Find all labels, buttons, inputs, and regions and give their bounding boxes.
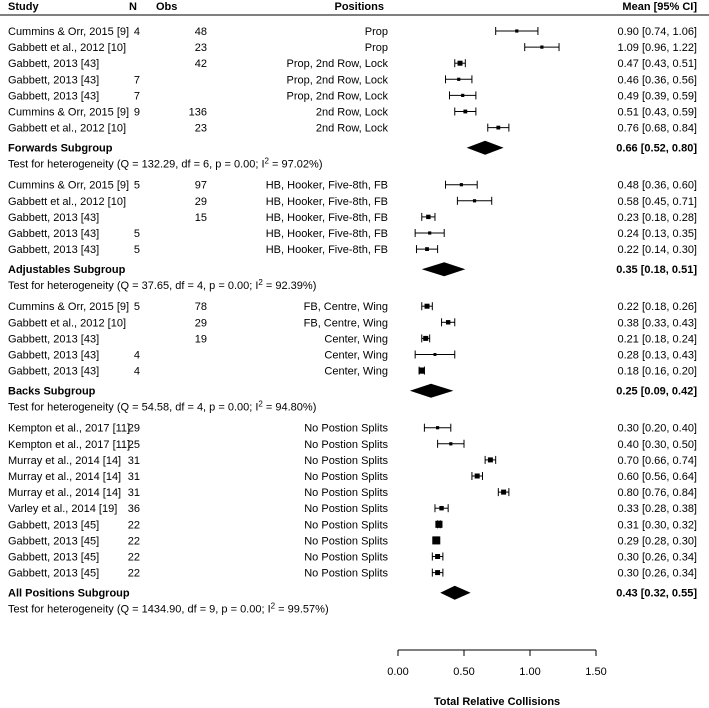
subgroup-mean-ci: 0.66 [0.52, 0.80] xyxy=(616,142,697,155)
n-value: 5 xyxy=(133,301,140,314)
study-label: Kempton et al., 2017 [11] xyxy=(8,422,131,435)
subgroup-label: Backs Subgroup xyxy=(8,385,96,398)
positions-label: FB, Centre, Wing xyxy=(303,301,388,314)
study-label: Cummins & Orr, 2015 [9] xyxy=(8,179,130,192)
point-estimate xyxy=(496,126,500,130)
subgroup-mean-ci: 0.43 [0.32, 0.55] xyxy=(616,587,697,600)
x-tick-label: 1.50 xyxy=(585,666,607,678)
n-value: 9 xyxy=(133,106,140,119)
heterogeneity-main: Test for heterogeneity (Q = 54.58, df = 4, p = 0.00; I xyxy=(8,401,259,414)
obs-value: 15 xyxy=(194,211,207,224)
heterogeneity-tail: = 94.80%) xyxy=(262,401,317,414)
point-estimate xyxy=(436,426,439,429)
mean-ci-label: 0.22 [0.18, 0.26] xyxy=(617,301,697,314)
x-tick-label: 1.00 xyxy=(519,666,541,678)
heterogeneity-tail: = 99.57%) xyxy=(275,603,329,616)
positions-label: HB, Hooker, Five-8th, FB xyxy=(265,179,388,192)
forest-rows xyxy=(8,26,697,616)
mean-ci-label: 0.51 [0.43, 0.59] xyxy=(617,106,697,119)
subgroup-diamond xyxy=(422,262,466,276)
subgroup-diamond xyxy=(467,141,504,155)
point-estimate xyxy=(435,570,440,575)
study-label: Gabbett, 2013 [43] xyxy=(8,58,100,71)
subgroup-diamond xyxy=(440,586,470,600)
n-value: 31 xyxy=(127,487,140,500)
positions-label: No Postion Splits xyxy=(304,567,388,580)
mean-ci-label: 0.18 [0.16, 0.20] xyxy=(617,365,697,378)
mean-ci-label: 1.09 [0.96, 1.22] xyxy=(617,42,697,55)
mean-ci-label: 0.33 [0.28, 0.38] xyxy=(617,503,697,516)
n-value: 5 xyxy=(133,244,140,257)
point-estimate xyxy=(423,336,428,341)
obs-value: 78 xyxy=(194,301,207,314)
mean-ci-label: 0.46 [0.36, 0.56] xyxy=(617,74,697,87)
positions-label: HB, Hooker, Five-8th, FB xyxy=(265,228,388,240)
obs-value: 29 xyxy=(194,195,207,208)
positions-label: No Postion Splits xyxy=(304,535,388,548)
mean-ci-label: 0.58 [0.45, 0.71] xyxy=(617,195,697,208)
heterogeneity-superscript: 2 xyxy=(258,399,263,409)
point-estimate xyxy=(432,536,440,544)
mean-ci-label: 0.28 [0.13, 0.43] xyxy=(617,349,697,362)
subgroup-mean-ci: 0.35 [0.18, 0.51] xyxy=(616,264,697,277)
positions-label: No Postion Splits xyxy=(304,454,388,467)
positions-label: No Postion Splits xyxy=(304,503,388,516)
study-label: Cummins & Orr, 2015 [9] xyxy=(8,106,130,119)
study-label: Murray et al., 2014 [14] xyxy=(8,471,122,483)
point-estimate xyxy=(540,46,543,49)
x-tick-label: 0.00 xyxy=(387,666,409,678)
obs-value: 23 xyxy=(194,122,207,135)
mean-ci-label: 0.30 [0.20, 0.40] xyxy=(617,422,697,435)
n-value: 4 xyxy=(133,349,140,362)
header-study: Study xyxy=(8,1,39,13)
positions-label: Center, Wing xyxy=(324,349,388,362)
mean-ci-label: 0.80 [0.76, 0.84] xyxy=(617,487,697,500)
heterogeneity-text xyxy=(8,157,323,171)
study-label: Varley et al., 2014 [19] xyxy=(8,503,118,516)
obs-value: 42 xyxy=(194,58,207,71)
x-tick-label: 0.50 xyxy=(453,666,475,678)
heterogeneity-main: Test for heterogeneity (Q = 132.29, df = 6, p = 0.00; I xyxy=(8,158,265,171)
positions-label: No Postion Splits xyxy=(304,519,388,532)
study-label: Gabbett, 2013 [43] xyxy=(8,74,100,87)
study-label: Gabbett, 2013 [43] xyxy=(8,333,100,346)
subgroup-diamond xyxy=(410,384,454,398)
point-estimate xyxy=(426,215,430,219)
positions-label: FB, Centre, Wing xyxy=(303,317,388,330)
n-value: 29 xyxy=(127,422,140,435)
n-value: 7 xyxy=(133,74,140,87)
n-value: 22 xyxy=(127,551,140,564)
heterogeneity-main: Test for heterogeneity (Q = 37.65, df = 4, p = 0.00; I xyxy=(8,280,259,293)
positions-label: No Postion Splits xyxy=(304,471,388,483)
n-value: 22 xyxy=(127,519,140,532)
positions-label: No Postion Splits xyxy=(304,422,388,435)
point-estimate xyxy=(458,61,463,66)
heterogeneity-main: Test for heterogeneity (Q = 1434.90, df = 9, p = 0.00; I xyxy=(8,603,271,616)
subgroup-label: Forwards Subgroup xyxy=(8,142,113,155)
positions-label: No Postion Splits xyxy=(304,551,388,564)
study-label: Murray et al., 2014 [14] xyxy=(8,454,122,467)
point-estimate xyxy=(501,490,506,495)
positions-label: No Postion Splits xyxy=(304,487,388,500)
study-label: Gabbett, 2013 [43] xyxy=(8,211,100,224)
obs-value: 97 xyxy=(194,179,207,192)
mean-ci-label: 0.29 [0.28, 0.30] xyxy=(617,535,697,548)
mean-ci-label: 0.30 [0.26, 0.34] xyxy=(617,551,697,564)
point-estimate xyxy=(425,247,429,251)
point-estimate xyxy=(461,94,464,97)
n-value: 31 xyxy=(127,471,140,483)
mean-ci-label: 0.70 [0.66, 0.74] xyxy=(617,454,697,467)
mean-ci-label: 0.31 [0.30, 0.32] xyxy=(617,519,697,532)
heterogeneity-superscript: 2 xyxy=(258,278,263,288)
x-axis-label: Total Relative Collisions xyxy=(433,696,561,708)
positions-label: 2nd Row, Lock xyxy=(315,122,388,135)
n-value: 5 xyxy=(133,179,140,192)
n-value: 4 xyxy=(133,26,140,38)
study-label: Gabbett et al., 2012 [10] xyxy=(8,122,127,135)
positions-label: 2nd Row, Lock xyxy=(315,106,388,119)
study-label: Gabbett, 2013 [45] xyxy=(8,551,100,564)
point-estimate xyxy=(425,304,430,309)
positions-label: HB, Hooker, Five-8th, FB xyxy=(265,195,388,208)
positions-label: Center, Wing xyxy=(324,333,388,346)
heterogeneity-text xyxy=(8,400,316,414)
point-estimate xyxy=(473,199,476,202)
point-estimate xyxy=(446,320,450,324)
x-axis-ticks xyxy=(387,650,606,678)
point-estimate xyxy=(435,521,442,528)
point-estimate xyxy=(428,231,431,234)
positions-label: Center, Wing xyxy=(324,365,388,378)
positions-label: Prop, 2nd Row, Lock xyxy=(286,74,388,87)
study-label: Gabbett, 2013 [43] xyxy=(8,349,100,362)
subgroup-mean-ci: 0.25 [0.09, 0.42] xyxy=(616,385,697,398)
heterogeneity-superscript: 2 xyxy=(270,601,276,611)
mean-ci-label: 0.40 [0.30, 0.50] xyxy=(617,438,697,451)
mean-ci-label: 0.23 [0.18, 0.28] xyxy=(617,211,697,224)
obs-value: 136 xyxy=(188,106,207,119)
mean-ci-label: 0.21 [0.18, 0.24] xyxy=(617,333,697,346)
header-mean-ci: Mean [95% CI] xyxy=(622,1,697,13)
study-label: Gabbett, 2013 [43] xyxy=(8,365,100,378)
study-label: Gabbett, 2013 [43] xyxy=(8,244,100,257)
study-label: Gabbett, 2013 [43] xyxy=(8,228,100,240)
study-label: Cummins & Orr, 2015 [9] xyxy=(8,301,130,314)
point-estimate xyxy=(475,474,480,479)
point-estimate xyxy=(457,78,460,81)
header-n: N xyxy=(129,1,137,13)
study-label: Gabbett et al., 2012 [10] xyxy=(8,195,127,208)
study-label: Kempton et al., 2017 [11] xyxy=(8,438,131,451)
mean-ci-label: 0.47 [0.43, 0.51] xyxy=(617,58,697,71)
mean-ci-label: 0.90 [0.74, 1.06] xyxy=(617,26,697,38)
obs-value: 23 xyxy=(194,42,207,55)
positions-label: Prop xyxy=(364,42,388,55)
point-estimate xyxy=(515,29,518,32)
mean-ci-label: 0.76 [0.68, 0.84] xyxy=(617,122,697,135)
study-label: Gabbett, 2013 [45] xyxy=(8,567,100,580)
positions-label: HB, Hooker, Five-8th, FB xyxy=(265,211,388,224)
mean-ci-label: 0.48 [0.36, 0.60] xyxy=(617,179,697,192)
n-value: 22 xyxy=(127,535,140,548)
heterogeneity-superscript: 2 xyxy=(264,156,269,166)
subgroup-label: Adjustables Subgroup xyxy=(8,264,126,277)
study-label: Gabbett, 2013 [43] xyxy=(8,90,100,103)
n-value: 31 xyxy=(127,454,140,467)
point-estimate xyxy=(488,457,493,462)
n-value: 4 xyxy=(133,365,140,378)
study-label: Cummins & Orr, 2015 [9] xyxy=(8,26,130,38)
header-obs: Obs xyxy=(156,1,178,13)
n-value: 25 xyxy=(127,438,140,451)
mean-ci-label: 0.30 [0.26, 0.34] xyxy=(617,567,697,580)
study-label: Murray et al., 2014 [14] xyxy=(8,487,122,500)
study-label: Gabbett, 2013 [45] xyxy=(8,519,100,532)
point-estimate xyxy=(449,442,452,445)
obs-value: 19 xyxy=(194,333,207,346)
study-label: Gabbett et al., 2012 [10] xyxy=(8,42,127,55)
header-positions: Positions xyxy=(334,1,384,13)
mean-ci-label: 0.60 [0.56, 0.64] xyxy=(617,471,697,483)
obs-value: 29 xyxy=(194,317,207,330)
mean-ci-label: 0.38 [0.33, 0.43] xyxy=(617,317,697,330)
positions-label: Prop, 2nd Row, Lock xyxy=(286,58,388,71)
study-label: Gabbett, 2013 [45] xyxy=(8,535,100,548)
point-estimate xyxy=(460,183,463,186)
point-estimate xyxy=(435,554,440,559)
n-value: 22 xyxy=(127,567,140,580)
positions-label: HB, Hooker, Five-8th, FB xyxy=(265,244,388,257)
positions-label: No Postion Splits xyxy=(304,438,388,451)
heterogeneity-tail: = 92.39%) xyxy=(262,280,317,293)
mean-ci-label: 0.49 [0.39, 0.59] xyxy=(617,90,697,103)
positions-label: Prop, 2nd Row, Lock xyxy=(286,90,388,103)
subgroup-label: All Positions Subgroup xyxy=(8,587,130,600)
heterogeneity-tail: = 97.02%) xyxy=(268,158,323,171)
obs-value: 48 xyxy=(194,26,207,38)
x-axis xyxy=(387,650,606,708)
point-estimate xyxy=(434,353,437,356)
n-value: 7 xyxy=(133,90,140,103)
n-value: 5 xyxy=(133,228,140,240)
point-estimate xyxy=(439,506,443,510)
mean-ci-label: 0.22 [0.14, 0.30] xyxy=(617,244,697,257)
positions-label: Prop xyxy=(364,26,388,38)
n-value: 36 xyxy=(127,503,140,516)
point-estimate xyxy=(463,110,467,114)
point-estimate xyxy=(419,368,425,374)
study-label: Gabbett et al., 2012 [10] xyxy=(8,317,127,330)
mean-ci-label: 0.24 [0.13, 0.35] xyxy=(617,228,697,240)
heterogeneity-text xyxy=(8,602,329,616)
heterogeneity-text xyxy=(8,278,316,292)
